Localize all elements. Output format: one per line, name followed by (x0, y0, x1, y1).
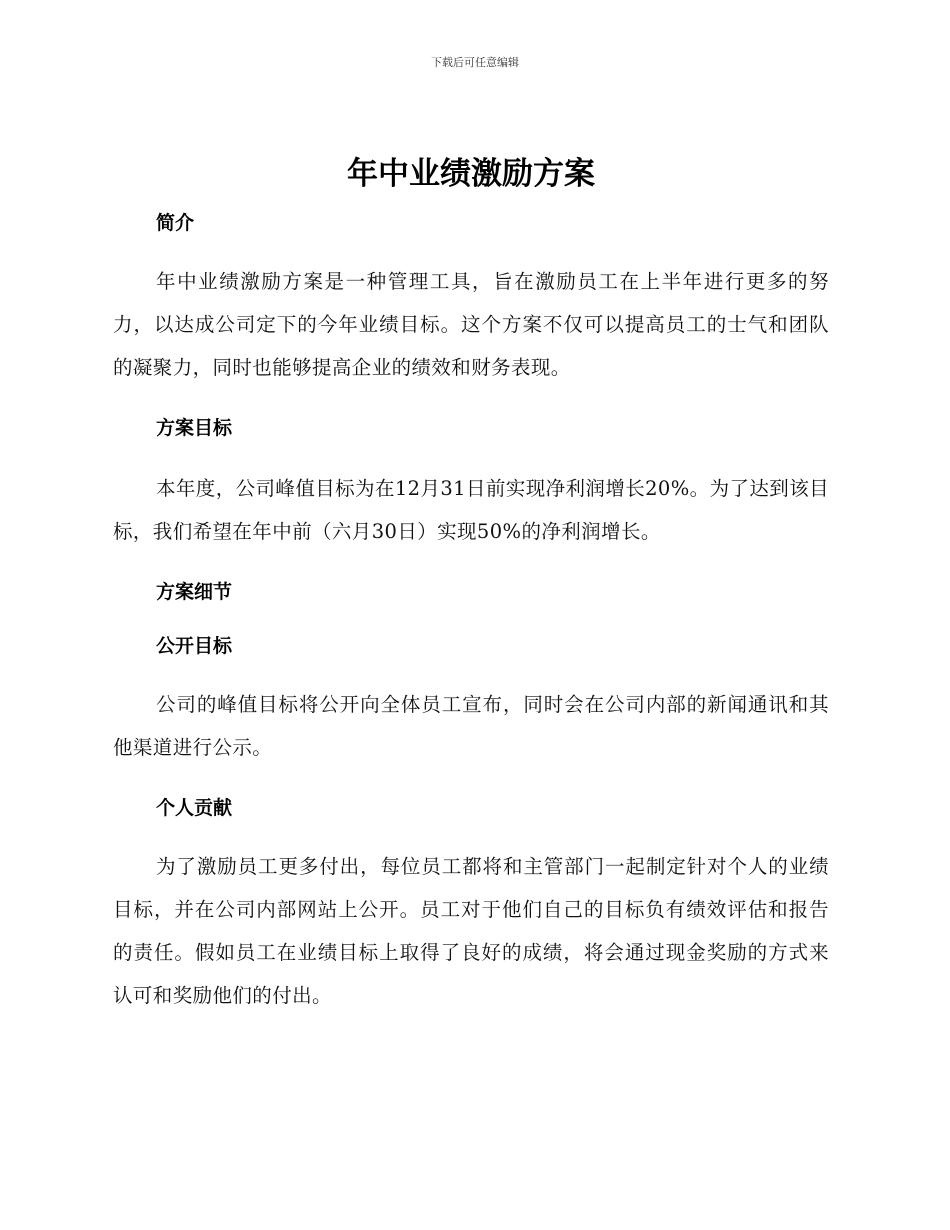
intro-heading: 简介 (156, 212, 195, 234)
public-goal-paragraph: 公司的峰值目标将公开向全体员工宣布，同时会在公司内部的新闻通讯和其他渠道进行公示。 (113, 693, 829, 759)
personal-contribution-heading: 个人贡献 (156, 797, 233, 819)
intro-paragraph: 年中业绩激励方案是一种管理工具，旨在激励员工在上半年进行更多的努力，以达成公司定下的今年业绩目标。这个方案不仅可以提高员工的士气和团队的凝聚力，同时也能够提高企业的绩效和财务表现。 (113, 270, 829, 379)
document-content (113, 148, 829, 1017)
header-note: 下载后可任意编辑 (431, 56, 519, 69)
personal-contribution-paragraph: 为了激励员工更多付出，每位员工都将和主管部门一起制定针对个人的业绩目标，并在公司内部网站上公开。员工对于他们自己的目标负有绩效评估和报告的责任。假如员工在业绩目标上取得了良好的成绩，将会通过现金奖励的方式来认可和奖励他们的付出。 (113, 855, 829, 1007)
document-title: 年中业绩激励方案 (347, 156, 595, 192)
goal-paragraph: 本年度，公司峰值目标为在12月31日前实现净利润增长20%。为了达到该目标，我们希望在年中前（六月30日）实现50%的净利润增长。 (113, 477, 829, 543)
goal-heading: 方案目标 (156, 417, 233, 439)
details-heading: 方案细节 (156, 581, 233, 603)
public-goal-heading: 公开目标 (156, 635, 233, 657)
